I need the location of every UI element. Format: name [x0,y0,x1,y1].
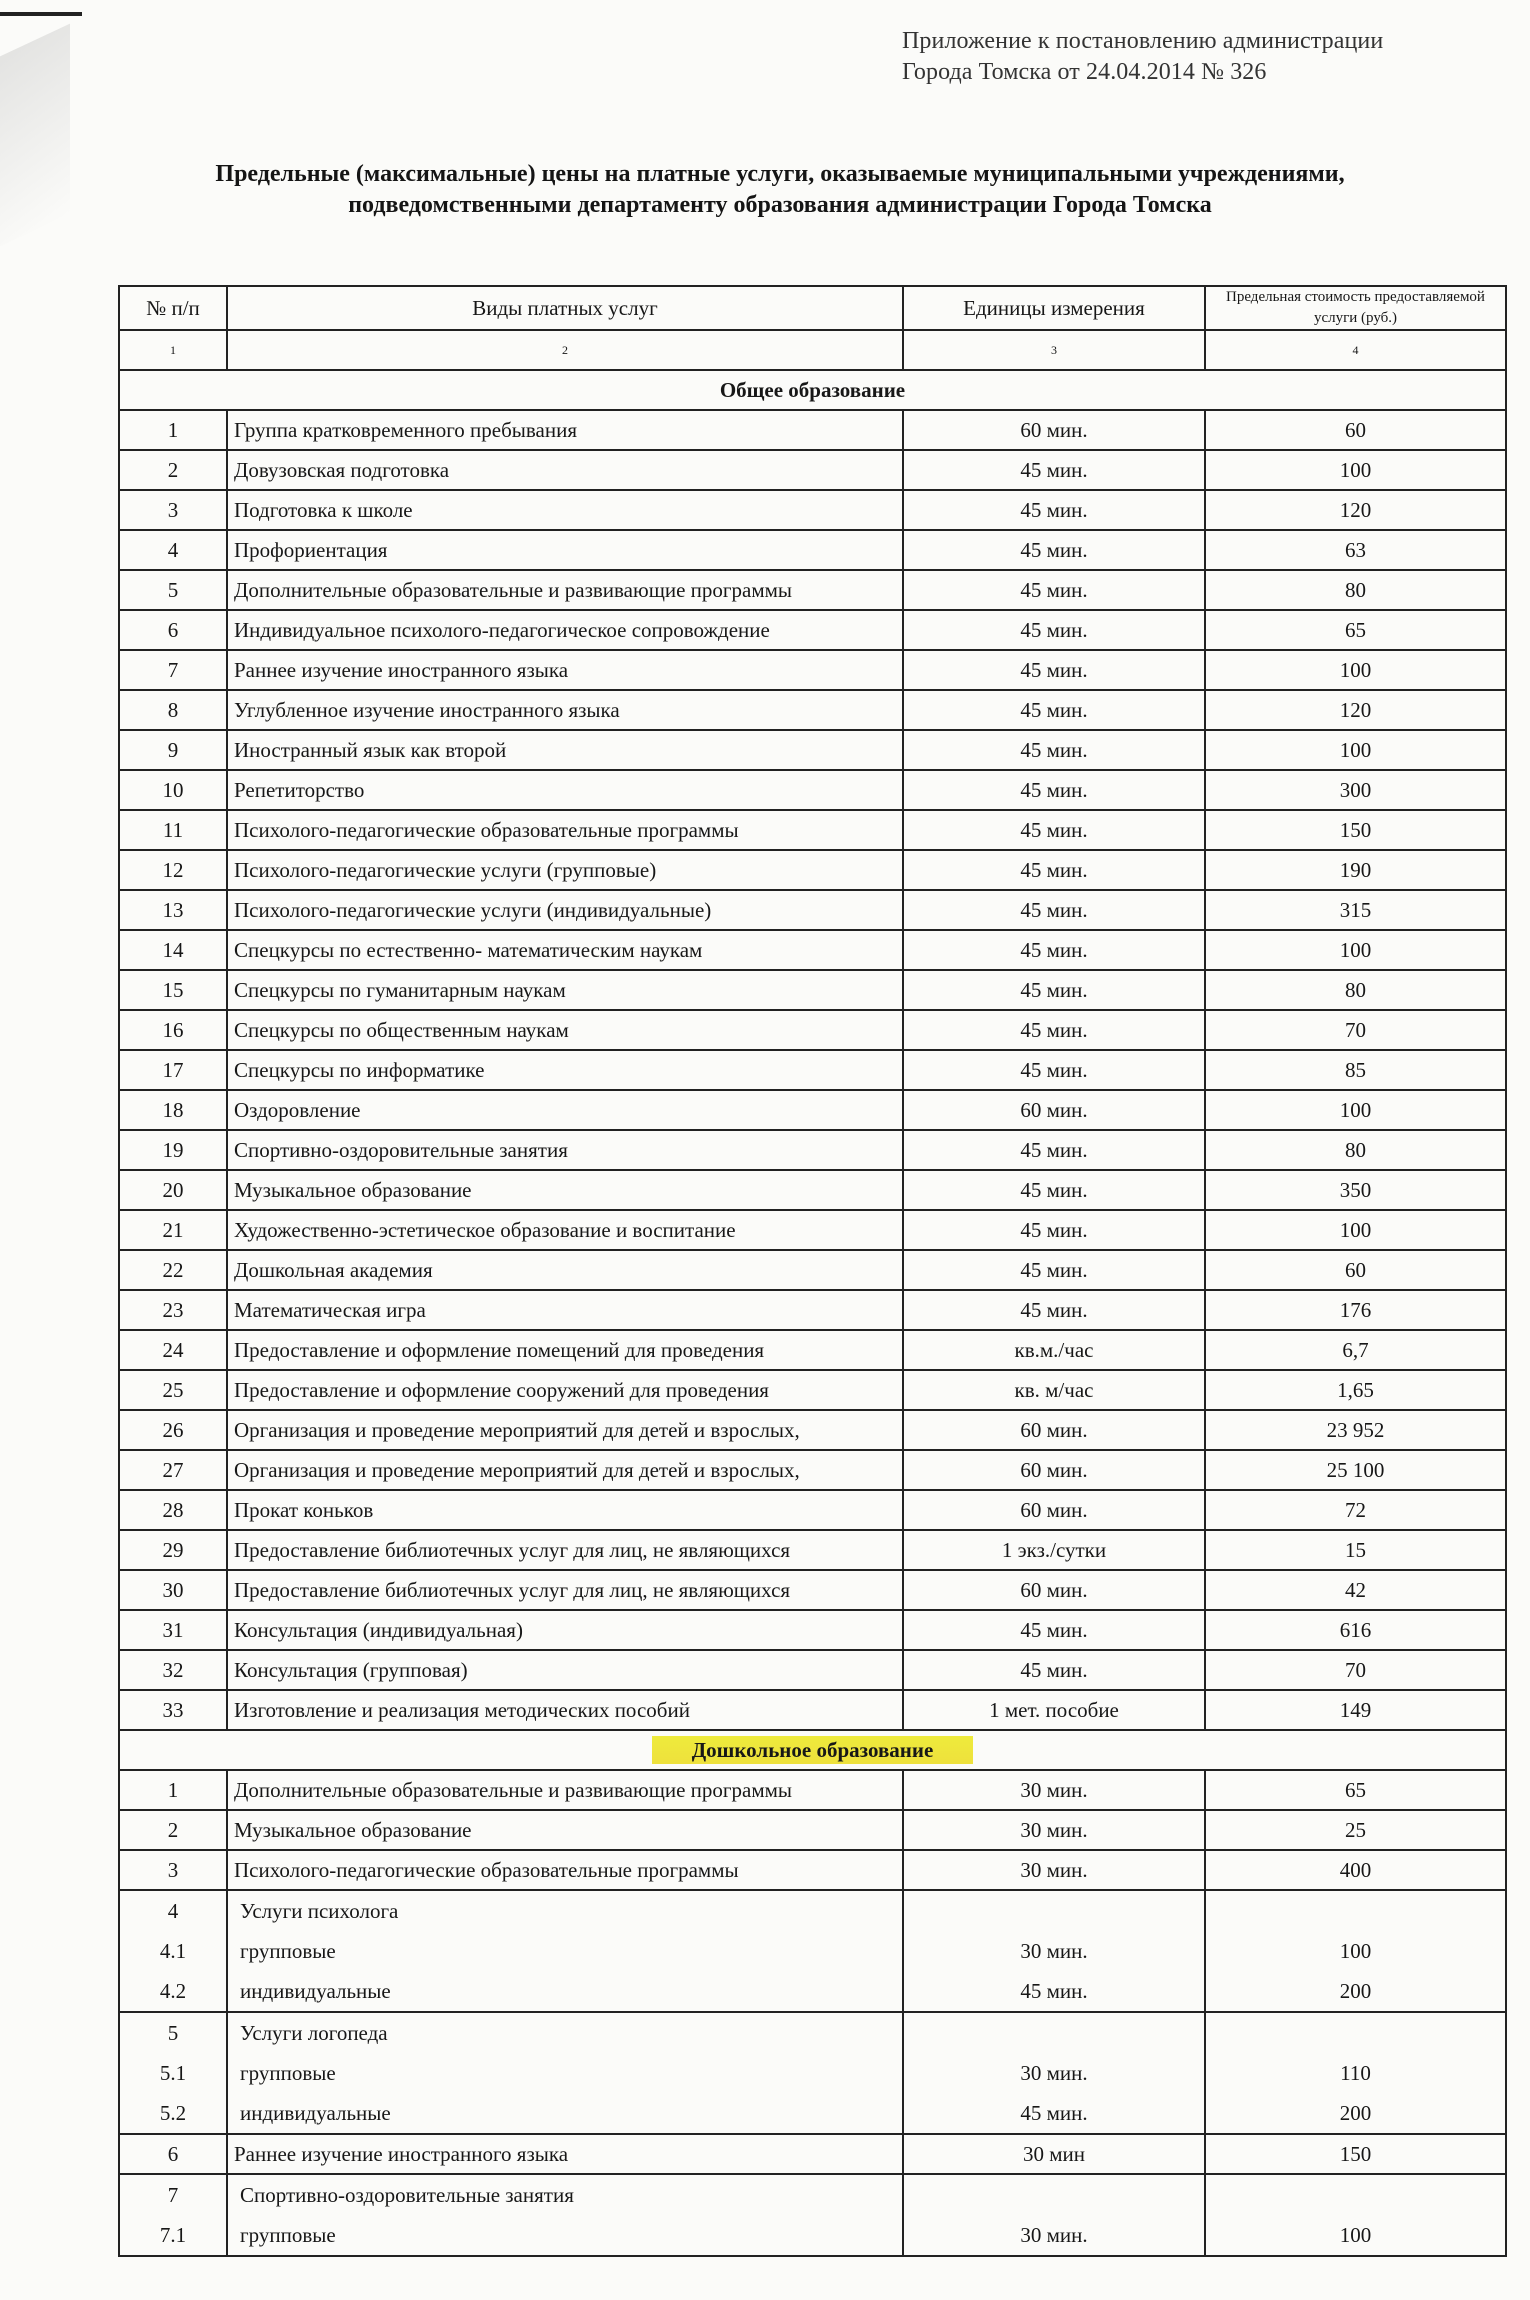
row-number: 27 [119,1450,227,1490]
table-row [119,1770,1506,1810]
table-row [119,1370,1506,1410]
table-row-group [119,1890,1506,2012]
unit-of-measure-line: 30 мин. [1020,2061,1088,2085]
unit-of-measure: 30 мин. [903,1770,1205,1810]
section-title [119,1730,1506,1770]
price-value-line: 100 [1339,1939,1372,1963]
table-header-row [119,286,1506,330]
price-value: 80 [1205,970,1506,1010]
unit-of-measure: 45 мин. [903,930,1205,970]
row-number [119,1890,227,2012]
header-number: № п/п [119,286,227,330]
service-name: Консультация (групповая) [227,1650,903,1690]
price-value-line: 110 [1340,2061,1371,2085]
row-number: 4 [119,530,227,570]
row-number: 7 [119,650,227,690]
service-name: Предоставление библиотечных услуг для лиц, не являющихся [227,1530,903,1570]
table-row [119,410,1506,450]
service-name: Иностранный язык как второй [227,730,903,770]
unit-of-measure: 45 мин. [903,530,1205,570]
price-value-line [1212,2013,1499,2053]
section-title: Общее образование [119,370,1506,410]
table-row [119,970,1506,1010]
row-number: 29 [119,1530,227,1570]
price-value-line: 200 [1339,2101,1372,2125]
unit-of-measure: 45 мин. [903,1610,1205,1650]
row-number-line: 7.1 [159,2223,187,2247]
document-title-line-2: подведомственными департаменту образования администрации Города Томска [348,192,1212,218]
row-number: 22 [119,1250,227,1290]
unit-of-measure: 60 мин. [903,1570,1205,1610]
row-number: 5 [119,570,227,610]
row-number [119,2174,227,2256]
price-value: 15 [1205,1530,1506,1570]
table-row [119,690,1506,730]
row-number-line: 5.1 [159,2061,187,2085]
service-name: Психолого-педагогические образовательные программы [227,1850,903,1890]
table-row [119,450,1506,490]
unit-of-measure: 45 мин. [903,1250,1205,1290]
appendix-note [902,26,1462,88]
table-row [119,890,1506,930]
price-value: 100 [1205,650,1506,690]
table-row-group [119,2174,1506,2256]
unit-of-measure: 45 мин. [903,570,1205,610]
service-name-line: Услуги логопеда [240,2021,388,2045]
unit-of-measure: 60 мин. [903,1490,1205,1530]
row-number: 23 [119,1290,227,1330]
price-value: 100 [1205,1090,1506,1130]
unit-of-measure: 45 мин. [903,1050,1205,1090]
unit-of-measure: 1 мет. пособие [903,1690,1205,1730]
service-name-line: Спортивно-оздоровительные занятия [240,2183,574,2207]
table-row [119,1010,1506,1050]
unit-of-measure-line [910,1891,1198,1931]
column-number: 2 [227,330,903,370]
unit-of-measure: 45 мин. [903,690,1205,730]
unit-of-measure: 45 мин. [903,970,1205,1010]
unit-of-measure: 45 мин. [903,650,1205,690]
scan-edge-mark [0,12,82,16]
row-number-line: 4.1 [159,1939,187,1963]
row-number: 1 [119,410,227,450]
table-row [119,570,1506,610]
row-number: 18 [119,1090,227,1130]
row-number-line: 7 [167,2183,179,2207]
price-value: 176 [1205,1290,1506,1330]
scan-smudge [0,24,70,247]
service-name: Изготовление и реализация методических пособий [227,1690,903,1730]
table-row [119,730,1506,770]
service-name: Углубленное изучение иностранного языка [227,690,903,730]
service-name: Довузовская подготовка [227,450,903,490]
row-number: 6 [119,610,227,650]
table-row [119,1330,1506,1370]
unit-of-measure: 45 мин. [903,770,1205,810]
column-number: 3 [903,330,1205,370]
unit-of-measure-line: 45 мин. [1020,1979,1088,2003]
service-name: Раннее изучение иностранного языка [227,2134,903,2174]
service-name: Спецкурсы по гуманитарным наукам [227,970,903,1010]
price-value [1205,2012,1506,2134]
unit-of-measure: 60 мин. [903,1090,1205,1130]
row-number: 21 [119,1210,227,1250]
price-value-line: 100 [1339,2223,1372,2247]
service-name: Организация и проведение мероприятий для детей и взрослых, [227,1410,903,1450]
price-value: 400 [1205,1850,1506,1890]
row-number: 20 [119,1170,227,1210]
price-value: 42 [1205,1570,1506,1610]
price-value: 60 [1205,1250,1506,1290]
service-name: Психолого-педагогические услуги (индивидуальные) [227,890,903,930]
row-number: 6 [119,2134,227,2174]
table-row [119,1610,1506,1650]
service-name: Психолого-педагогические образовательные программы [227,810,903,850]
row-number-line: 5 [167,2021,179,2045]
row-number: 1 [119,1770,227,1810]
service-name-line: групповые [240,1939,336,1963]
service-name: Дошкольная академия [227,1250,903,1290]
price-value: 65 [1205,610,1506,650]
section-title-highlighted: Дошкольное образование [652,1736,974,1764]
price-value: 300 [1205,770,1506,810]
price-value: 120 [1205,490,1506,530]
service-name: Оздоровление [227,1090,903,1130]
unit-of-measure: 45 мин. [903,1290,1205,1330]
service-name: Предоставление библиотечных услуг для лиц, не являющихся [227,1570,903,1610]
service-name: Спецкурсы по естественно- математическим наукам [227,930,903,970]
price-value: 149 [1205,1690,1506,1730]
row-number: 2 [119,1810,227,1850]
service-name: Профориентация [227,530,903,570]
unit-of-measure: 45 мин. [903,1130,1205,1170]
service-name: Предоставление и оформление сооружений для проведения [227,1370,903,1410]
unit-of-measure-line [910,2013,1198,2053]
price-value: 65 [1205,1770,1506,1810]
appendix-note-line-2: Города Томска от 24.04.2014 № 326 [902,59,1267,85]
header-unit: Единицы измерения [903,286,1205,330]
unit-of-measure: 30 мин [903,2134,1205,2174]
service-name-line: индивидуальные [240,2101,391,2125]
unit-of-measure: 45 мин. [903,610,1205,650]
unit-of-measure [903,2174,1205,2256]
row-number: 28 [119,1490,227,1530]
row-number: 12 [119,850,227,890]
table-row [119,1410,1506,1450]
service-name: Индивидуальное психолого-педагогическое сопровождение [227,610,903,650]
table-row [119,1530,1506,1570]
price-value: 72 [1205,1490,1506,1530]
price-table [118,285,1507,2257]
service-name: Спецкурсы по информатике [227,1050,903,1090]
service-name: Предоставление и оформление помещений для проведения [227,1330,903,1370]
unit-of-measure: 45 мин. [903,450,1205,490]
unit-of-measure-line: 45 мин. [1020,2101,1088,2125]
table-row [119,1650,1506,1690]
table-row [119,650,1506,690]
row-number: 30 [119,1570,227,1610]
table-row [119,1170,1506,1210]
service-name: Репетиторство [227,770,903,810]
price-value [1205,2174,1506,2256]
price-value: 315 [1205,890,1506,930]
row-number-line: 5.2 [159,2101,187,2125]
service-name [227,2174,903,2256]
row-number: 13 [119,890,227,930]
column-number: 4 [1205,330,1506,370]
row-number: 3 [119,490,227,530]
service-name-line: групповые [240,2061,336,2085]
service-name: Художественно-эстетическое образование и воспитание [227,1210,903,1250]
unit-of-measure: 45 мин. [903,1650,1205,1690]
row-number: 19 [119,1130,227,1170]
service-name: Спецкурсы по общественным наукам [227,1010,903,1050]
row-number: 32 [119,1650,227,1690]
service-name: Организация и проведение мероприятий для детей и взрослых, [227,1450,903,1490]
table-row [119,1050,1506,1090]
price-value: 150 [1205,2134,1506,2174]
price-value: 6,7 [1205,1330,1506,1370]
table-row [119,1130,1506,1170]
service-name: Спортивно-оздоровительные занятия [227,1130,903,1170]
table-row [119,930,1506,970]
service-name: Дополнительные образовательные и развивающие программы [227,1770,903,1810]
price-value: 350 [1205,1170,1506,1210]
unit-of-measure-line: 30 мин. [1020,1939,1088,1963]
service-name: Раннее изучение иностранного языка [227,650,903,690]
price-value: 70 [1205,1650,1506,1690]
row-number-line: 4 [167,1899,179,1923]
price-value: 25 100 [1205,1450,1506,1490]
row-number: 26 [119,1410,227,1450]
unit-of-measure: 60 мин. [903,1410,1205,1450]
column-number-row [119,330,1506,370]
column-number: 1 [119,330,227,370]
price-value-line: 200 [1339,1979,1372,2003]
unit-of-measure: 45 мин. [903,890,1205,930]
unit-of-measure: 60 мин. [903,410,1205,450]
price-value: 150 [1205,810,1506,850]
row-number: 15 [119,970,227,1010]
price-value: 616 [1205,1610,1506,1650]
unit-of-measure: 60 мин. [903,1450,1205,1490]
row-number: 10 [119,770,227,810]
row-number: 16 [119,1010,227,1050]
unit-of-measure: 30 мин. [903,1810,1205,1850]
service-name: Подготовка к школе [227,490,903,530]
table-row [119,850,1506,890]
table-row [119,490,1506,530]
unit-of-measure: 30 мин. [903,1850,1205,1890]
row-number: 8 [119,690,227,730]
document-title [130,159,1430,221]
price-value: 60 [1205,410,1506,450]
document-title-line-1: Предельные (максимальные) цены на платные услуги, оказываемые муниципальными учреждениями, [215,161,1345,187]
service-name-line: Услуги психолога [240,1899,399,1923]
service-name [227,1890,903,2012]
section-heading-general [119,370,1506,410]
table-row-group [119,2012,1506,2134]
table-row [119,1450,1506,1490]
row-number: 3 [119,1850,227,1890]
row-number: 17 [119,1050,227,1090]
unit-of-measure: 45 мин. [903,850,1205,890]
unit-of-measure: кв. м/час [903,1370,1205,1410]
unit-of-measure: 45 мин. [903,1010,1205,1050]
price-value: 100 [1205,450,1506,490]
table-row [119,810,1506,850]
table-row [119,1250,1506,1290]
service-name: Консультация (индивидуальная) [227,1610,903,1650]
table-row [119,1850,1506,1890]
price-value: 85 [1205,1050,1506,1090]
row-number-line: 4.2 [159,1979,187,2003]
price-value: 80 [1205,570,1506,610]
table-row [119,610,1506,650]
price-value-line [1212,1891,1499,1931]
table-row [119,1490,1506,1530]
price-value: 190 [1205,850,1506,890]
price-value: 63 [1205,530,1506,570]
row-number: 25 [119,1370,227,1410]
unit-of-measure [903,1890,1205,2012]
section-heading-preschool [119,1730,1506,1770]
table-row [119,530,1506,570]
service-name: Психолого-педагогические услуги (групповые) [227,850,903,890]
price-value: 25 [1205,1810,1506,1850]
table-row [119,1090,1506,1130]
unit-of-measure: 45 мин. [903,810,1205,850]
unit-of-measure: 45 мин. [903,1170,1205,1210]
table-row [119,1690,1506,1730]
table-row [119,1290,1506,1330]
table-row [119,1810,1506,1850]
table-row [119,1570,1506,1610]
service-name: Музыкальное образование [227,1170,903,1210]
price-value: 1,65 [1205,1370,1506,1410]
price-value: 100 [1205,930,1506,970]
price-value: 70 [1205,1010,1506,1050]
unit-of-measure: 45 мин. [903,1210,1205,1250]
unit-of-measure: 1 экз./сутки [903,1530,1205,1570]
price-value: 100 [1205,730,1506,770]
service-name: Прокат коньков [227,1490,903,1530]
row-number: 11 [119,810,227,850]
appendix-note-line-1: Приложение к постановлению администрации [902,28,1384,54]
service-name: Дополнительные образовательные и развивающие программы [227,570,903,610]
row-number: 33 [119,1690,227,1730]
service-name [227,2012,903,2134]
row-number: 24 [119,1330,227,1370]
price-value: 100 [1205,1210,1506,1250]
unit-of-measure: 45 мин. [903,490,1205,530]
table-row [119,1210,1506,1250]
service-name: Группа кратковременного пребывания [227,410,903,450]
row-number: 9 [119,730,227,770]
price-value-line [1212,2175,1499,2215]
table-row [119,2134,1506,2174]
service-name-line: групповые [240,2223,336,2247]
row-number: 14 [119,930,227,970]
header-price: Предельная стоимость предоставляемой услуги (руб.) [1205,286,1506,330]
row-number: 2 [119,450,227,490]
price-value: 120 [1205,690,1506,730]
table-row [119,770,1506,810]
unit-of-measure: 45 мин. [903,730,1205,770]
price-value: 80 [1205,1130,1506,1170]
unit-of-measure: кв.м./час [903,1330,1205,1370]
price-value: 23 952 [1205,1410,1506,1450]
row-number [119,2012,227,2134]
header-service: Виды платных услуг [227,286,903,330]
price-value [1205,1890,1506,2012]
unit-of-measure [903,2012,1205,2134]
row-number: 31 [119,1610,227,1650]
service-name: Музыкальное образование [227,1810,903,1850]
unit-of-measure-line: 30 мин. [1020,2223,1088,2247]
service-name: Математическая игра [227,1290,903,1330]
service-name-line: индивидуальные [240,1979,391,2003]
unit-of-measure-line [910,2175,1198,2215]
